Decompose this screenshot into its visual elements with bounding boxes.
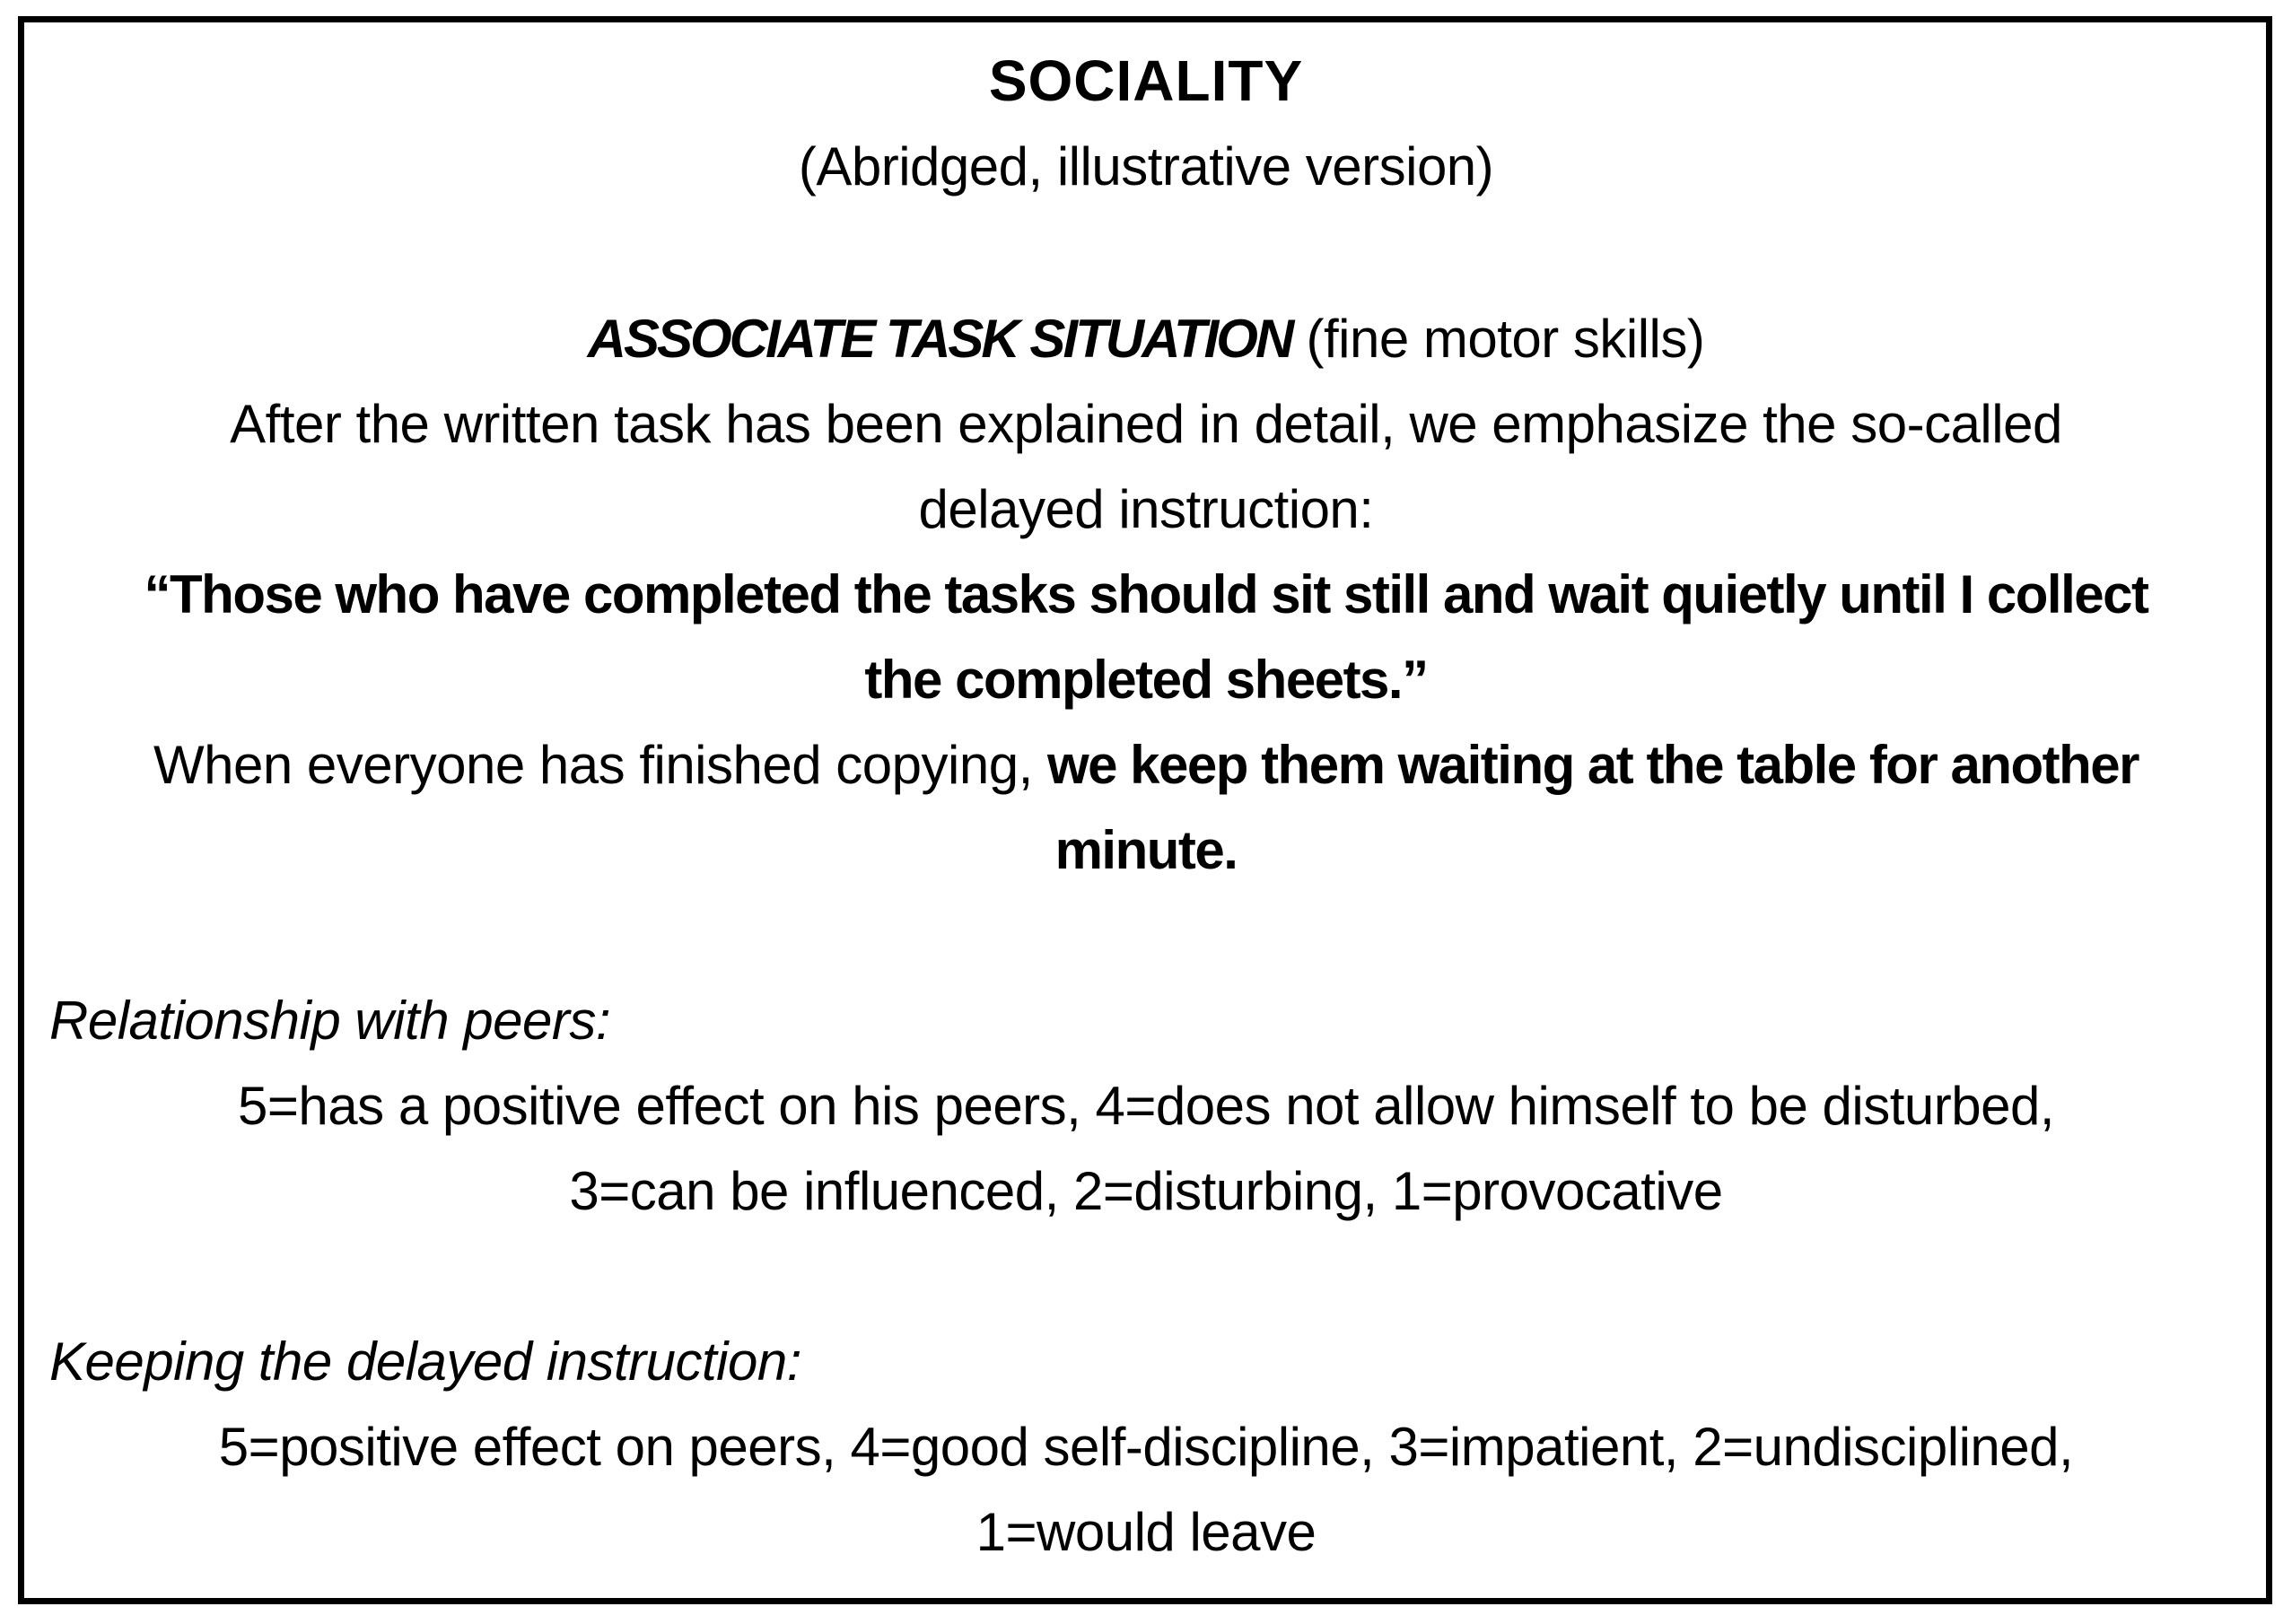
page-title: SOCIALITY bbox=[988, 48, 1304, 113]
peers-scale-line-2: 3=can be influenced, 2=disturbing, 1=provocative bbox=[569, 1161, 1723, 1221]
delayed-instruction-heading: Keeping the delayed instruction: bbox=[49, 1332, 801, 1392]
delayed-scale-line-2: 1=would leave bbox=[975, 1502, 1317, 1562]
peers-heading: Relationship with peers: bbox=[49, 991, 611, 1051]
peers-scale-line-1: 5=has a positive effect on his peers, 4=does not allow himself to be disturbed, bbox=[238, 1076, 2054, 1136]
instruction-line-1: After the written task has been explained in detail, we emphasize the so-called bbox=[230, 394, 2062, 454]
waiting-text-plain: When everyone has finished copying, bbox=[153, 735, 1047, 795]
situation-note: (fine motor skills) bbox=[1291, 309, 1705, 369]
quote-line-2: the completed sheets.” bbox=[864, 650, 1428, 710]
situation-line bbox=[27, 296, 2265, 382]
instruction-line-2: delayed instruction: bbox=[918, 479, 1374, 539]
waiting-text-bold: we keep them waiting at the table for another bbox=[1046, 735, 2139, 795]
waiting-line bbox=[27, 722, 2265, 808]
waiting-line-end: minute. bbox=[1054, 820, 1238, 880]
page-subtitle: (Abridged, illustrative version) bbox=[798, 136, 1494, 196]
quote-line-1: “Those who have completed the tasks should sit still and wait quietly until I collect bbox=[144, 564, 2148, 624]
delayed-scale-line-1: 5=positive effect on peers, 4=good self-discipline, 3=impatient, 2=undisciplined, bbox=[218, 1417, 2074, 1477]
situation-name: ASSOCIATE TASK SITUATION bbox=[587, 309, 1292, 369]
